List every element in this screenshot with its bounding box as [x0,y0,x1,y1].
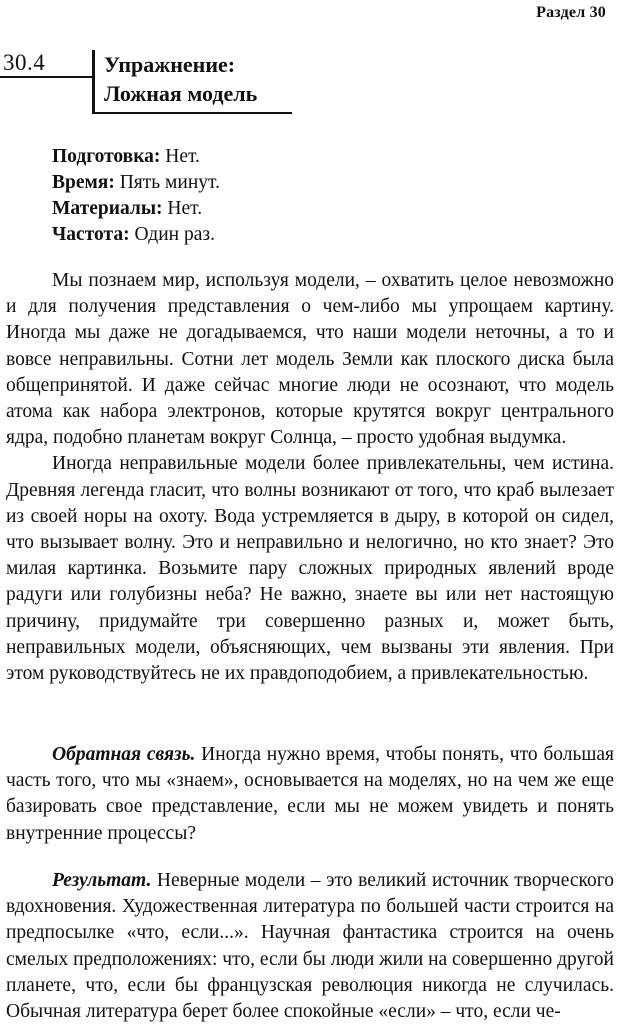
meta-value: Один раз. [129,224,215,245]
paragraph-models: Мы познаем мир, используя модели, – охватить целое невозможно и для получения представления о чем-либо мы упрощаем картину. Иногда мы даже не догадываемся, что наши модели неточны, а то и вовсе неправильны. Сотни лет модель Земли как плоского диска была общепринятой. И даже сейчас многие люди не осознают, что модель атома как набора электронов, которые крутятся вокруг центрального ядра, подобно планетам вокруг Солнца, – просто удобная выдумка. [6,270,614,449]
header-horizontal-rule [92,112,292,114]
exercise-number: 30.4 [3,50,46,75]
meta-label: Подготовка: [52,146,161,167]
exercise-header [0,48,620,120]
feedback-text: Иногда нужно время, чтобы понять, что большая часть того, что мы «знаем», основывается на моделях, но на чем же еще базировать свое представление, если мы не можем увидеть и понять внутренние процессы? [6,744,614,844]
meta-value: Нет. [162,198,203,219]
meta-preparation [52,144,220,170]
exercise-title-line-2: Ложная модель [104,81,258,106]
section-label: Раздел 30 [536,4,606,21]
meta-value: Нет. [160,146,200,167]
exercise-meta [52,144,220,248]
paragraph-wrong-models: Иногда неправильные модели более привлекательны, чем истина. Древняя легенда гласит, что волны возникают от того, что краб вылезает из своей норы на охоту. Вода устремляется в дыру, в которой он сидел, что вызывает волну. Это и неправильно и нелогично, но кто знает? Это милая картинка. Возьмите пару сложных природных явлений вроде радуги или голубизны неба? Не важно, знаете вы или нет настоящую причину, придумайте три совершенно разных и, может быть, неправильных модели, объясняющих, чем вызваны эти явления. При этом руководствуйтесь не их правдоподобием, а привлекательностью. [6,453,614,685]
result-text: Неверные модели – это великий источник творческого вдохновения. Художественная литература по большей части строится на предпосылке «что, если...». Научная фантастика строится на очень смелых предположениях: что, если бы люди жили на совершенно другой планете, что, если бы французская революция никогда не случилась. Обычная литература берет более спокойные «если» – что, если че- [6,870,614,1023]
exercise-title-line-1: Упражнение: [104,52,236,77]
meta-label: Материалы: [52,198,163,219]
meta-value: Пять минут. [114,172,220,193]
exercise-title [104,50,257,108]
meta-label: Частота: [52,224,130,245]
header-vertical-rule [92,50,95,112]
result-lead: Результат. [52,870,152,891]
meta-label: Время: [52,172,115,193]
meta-frequency [52,222,220,248]
meta-materials [52,196,220,222]
body-text-feedback [6,742,614,847]
feedback-lead: Обратная связь. [52,744,196,765]
number-underline [0,76,92,78]
paragraph-feedback [6,742,614,847]
meta-time [52,170,220,196]
paragraph-result [6,868,614,1025]
body-text-result [6,868,614,1025]
body-text-intro [6,268,614,687]
